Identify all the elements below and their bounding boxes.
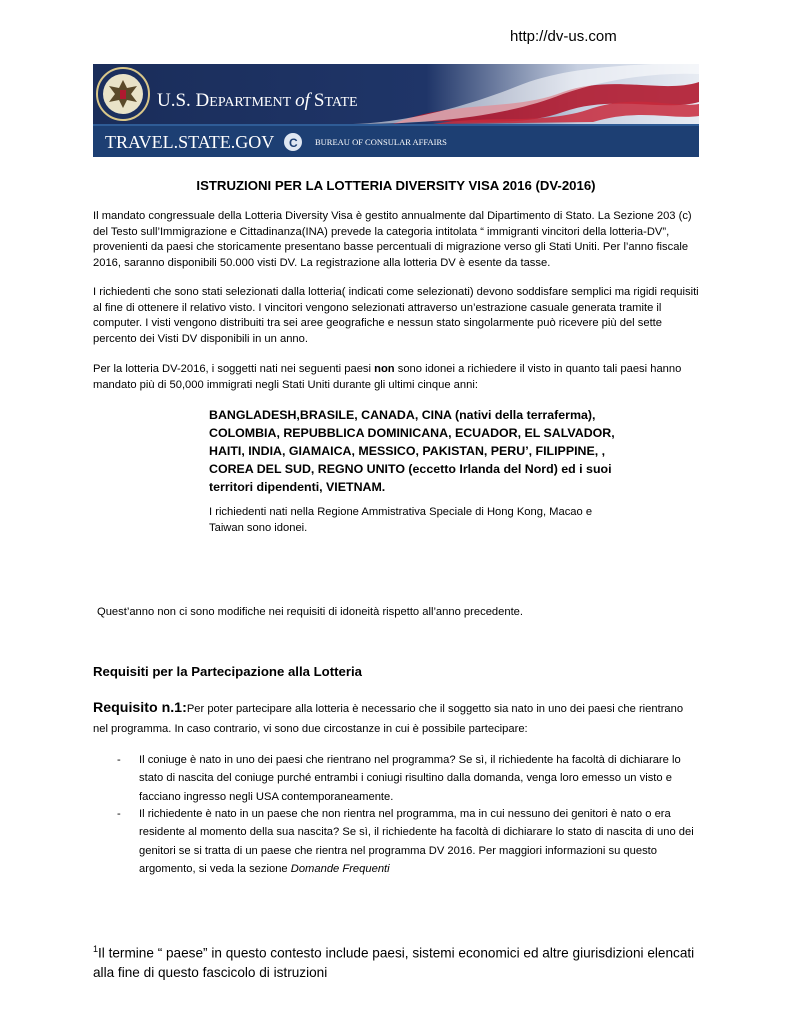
requirement-1: [93, 698, 699, 739]
document-title: ISTRUZIONI PER LA LOTTERIA DIVERSITY VISA 2016 (DV-2016): [196, 178, 596, 193]
state-department-banner: [93, 64, 699, 157]
footnote-mark: 1: [93, 944, 99, 954]
ineligible-text-pre: Per la lotteria DV-2016, i soggetti nati nei seguenti paesi: [93, 363, 375, 375]
bullet-parents: [117, 805, 703, 879]
ineligible-text-post: sono idonei a richiedere il visto in quanto tali paesi hanno mandato più di 50,000 immigrati negli Stati Uniti durante gli ultimi cinque anni:: [93, 363, 682, 391]
svg-text:C: C: [289, 136, 298, 150]
bullet-dash: -: [117, 808, 121, 820]
banner-graphic: [93, 64, 699, 157]
selection-paragraph: I richiedenti che sono stati selezionati dalla lotteria( indicati come selezionati) devono soddisfare semplici ma rigidi requisiti al fine di ottenere il relativo visto. I vincitori vengono selezionati attraverso un’estrazione casuale generata tramite il computer. I visti vengono distribuiti tra sei aree geografiche e nessun stato singolarmente può ricevere più del sette percento dei Visti DV disponibili in un anno.: [93, 286, 699, 345]
footnote-text: Il termine “ paese” in questo contesto include paesi, sistemi economici ed altre giurisdizioni elencati alla fine di questo fascicolo di istruzioni: [93, 945, 695, 980]
bullet-spouse-text: Il coniuge è nato in uno dei paesi che rientrano nel programma? Se sì, il richiedente ha facoltà di dichiarare lo stato di nascita del coniuge purché entrambi i coniugi risultino dalla domanda, venga loro emesso un visto e facciano ingresso negli USA contemporaneamente.: [139, 754, 681, 803]
banner-line1-b: EPARTMENT: [209, 95, 292, 110]
bullet-parents-text: [139, 805, 703, 879]
footnote: [93, 940, 703, 982]
ineligible-paragraph: [93, 362, 699, 393]
requirement-1-text: Per poter partecipare alla lotteria è necessario che il soggetto sia nato in uno dei paesi che rientrano nel programma. In caso contrario, vi sono due circostanze in cui è possibile partecipare:: [93, 703, 684, 735]
banner-bureau-text: BUREAU OF CONSULAR AFFAIRS: [315, 137, 447, 147]
intro-paragraph: Il mandato congressuale della Lotteria Diversity Visa è gestito annualmente dal Dipartimento di Stato. La Sezione 203 (c) del Testo sull’Immigrazione e Cittadinanza(INA) prevede la categoria intitolata “ immigranti vincitori della lotteria-DV”, provenienti da paesi che storicamente presentano basse percentuali di migrazione verso gli Stati Uniti. Per l’anno fiscale 2016, saranno disponibili 50.000 visti DV. La registrazione alla lotteria DV è esente da tasse.: [93, 210, 692, 269]
banner-line1-of: of: [295, 90, 310, 111]
banner-travel-text: TRAVEL.STATE.GOV: [105, 132, 275, 152]
ineligible-text-bold: non: [374, 363, 395, 375]
bullet-spouse: [117, 751, 703, 806]
header-url[interactable]: http://dv-us.com: [510, 28, 617, 45]
bullet-parents-text-main: Il richiedente è nato in un paese che non rientra nel programma, ma in cui nessuno dei genitori è nato o era residente al momento della sua nascita? Se sì, il richiedente ha facoltà di dichiarare lo stato di nascita di uno dei genitori se si tratta di un paese che rientra nel programma DV 2016. Per maggiori informazioni su questo argomento, si veda la sezione: [139, 808, 694, 876]
faq-reference: Domande Frequenti: [290, 863, 390, 876]
hongkong-note: I richiedenti nati nella Regione Ammistrativa Speciale di Hong Kong, Macao e Taiwan sono idonei.: [209, 506, 593, 534]
requirements-heading: Requisiti per la Partecipazione alla Lotteria: [93, 664, 362, 679]
no-changes-note: Quest’anno non ci sono modifiche nei requisiti di idoneità rispetto all’anno precedente.: [97, 606, 524, 618]
ineligible-countries-list: BANGLADESH,BRASILE, CANADA, CINA (nativi della terraferma), COLOMBIA, REPUBBLICA DOMINICANA, ECUADOR, EL SALVADOR, HAITI, INDIA, GIAMAICA, MESSICO, PAKISTAN, PERU’, FILIPPINE, , COREA DEL SUD, REGNO UNITO (eccetto Irlanda del Nord) ed i suoi territori dipendenti, VIETNAM.: [209, 408, 615, 494]
bullet-dash: -: [117, 754, 121, 766]
banner-line1-d: TATE: [324, 95, 358, 110]
requirement-1-label: Requisito n.1:: [93, 700, 187, 716]
banner-line1-a: U.S. D: [157, 90, 210, 111]
banner-line1-c: S: [313, 90, 325, 111]
